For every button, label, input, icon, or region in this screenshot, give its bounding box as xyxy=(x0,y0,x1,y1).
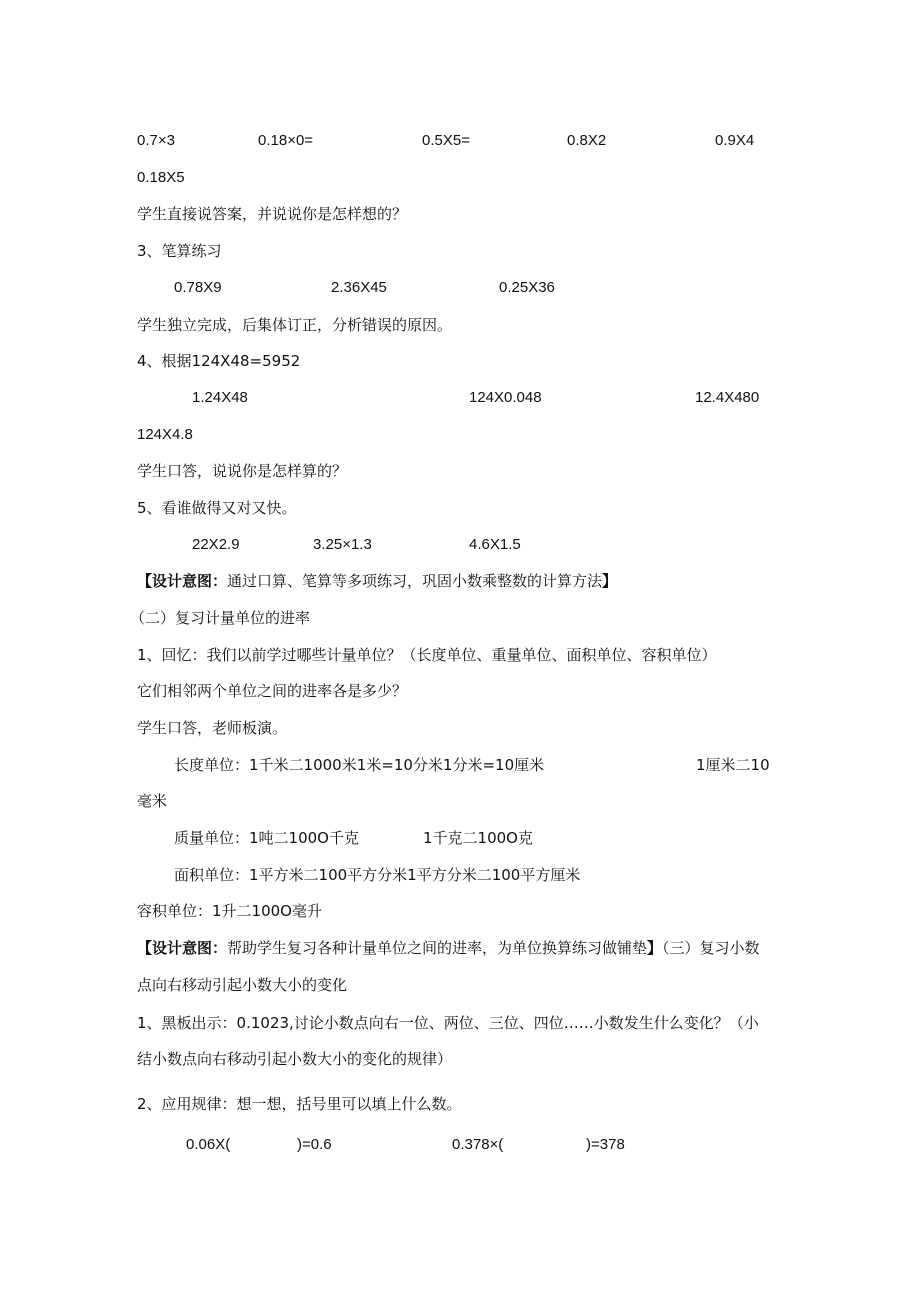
expr: 0.78X9 xyxy=(174,279,222,296)
length-units-cont: 毫米 xyxy=(137,792,168,810)
expr-3: 0.5X5= xyxy=(422,132,470,149)
expr: 124X0.048 xyxy=(469,389,542,406)
length-units-tail: 1厘米二10 xyxy=(696,756,770,774)
section-heading-inline: （三）复习小数 xyxy=(662,939,760,957)
volume-units: 容积单位：1升二100O毫升 xyxy=(137,902,322,920)
expr: 0.25X36 xyxy=(499,279,555,296)
expr: 1.24X48 xyxy=(192,389,248,406)
expr: 12.4X480 xyxy=(695,389,760,406)
expr: 0.378×( xyxy=(452,1136,504,1153)
length-units-row xyxy=(0,755,920,775)
mass-units-2: 1千克二100O克 xyxy=(423,829,533,847)
written-math-row xyxy=(0,278,920,298)
paragraph: 结小数点向右移动引起小数大小的变化的规律） xyxy=(137,1050,453,1068)
paragraph: 学生独立完成，后集体订正，分析错误的原因。 xyxy=(137,316,453,334)
design-intent-close: 】 xyxy=(647,939,663,957)
expr: 2.36X45 xyxy=(331,279,387,296)
paragraph: 学生口答，老师板演。 xyxy=(137,719,288,737)
design-intent-text: 通过口算、笔算等多项练习，巩固小数乘整数的计算方法 xyxy=(227,572,603,590)
design-intent-1 xyxy=(137,571,617,591)
expr: 124X4.8 xyxy=(137,426,193,443)
paragraph: 2、应用规律：想一想，括号里可以填上什么数。 xyxy=(137,1095,462,1113)
speed-math-row xyxy=(0,535,920,555)
expr-4: 0.8X2 xyxy=(567,132,607,149)
expr-5: 0.9X4 xyxy=(715,132,755,149)
expr-2: 0.18×0= xyxy=(258,132,314,149)
section-heading-cont: 点向右移动引起小数大小的变化 xyxy=(137,976,348,994)
expr: 22X2.9 xyxy=(192,536,240,553)
expr: 0.06X( xyxy=(186,1136,231,1153)
derived-math-row xyxy=(0,388,920,408)
fill-blank-row xyxy=(0,1135,920,1155)
paragraph: 学生直接说答案，并说说你是怎样想的？ xyxy=(137,205,408,223)
mass-units-row xyxy=(0,828,920,848)
design-intent-2 xyxy=(137,938,760,958)
expr: )=378 xyxy=(586,1136,625,1153)
section-heading: （二）复习计量单位的进率 xyxy=(130,609,311,627)
design-intent-close: 】 xyxy=(602,572,618,590)
section-heading: 5、看谁做得又对又快。 xyxy=(137,499,297,517)
design-intent-text: 帮助学生复习各种计量单位之间的进率，为单位换算练习做铺垫 xyxy=(227,939,648,957)
design-intent-label: 【设计意图： xyxy=(137,939,228,957)
expr: 4.6X1.5 xyxy=(469,536,521,553)
paragraph: 1、回忆：我们以前学过哪些计量单位？（长度单位、重量单位、面积单位、容积单位） xyxy=(137,646,717,664)
mass-units: 质量单位：1吨二100O千克 xyxy=(174,829,359,847)
paragraph: 它们相邻两个单位之间的进率各是多少？ xyxy=(137,682,408,700)
area-units: 面积单位：1平方米二100平方分米1平方分米二100平方厘米 xyxy=(174,866,581,884)
paragraph: 1、黑板出示：0.1023,讨论小数点向右一位、两位、三位、四位……小数发生什么变化？（小 xyxy=(137,1014,759,1032)
expr-6: 0.18X5 xyxy=(137,169,185,186)
mental-math-row xyxy=(0,131,920,151)
paragraph: 学生口答，说说你是怎样算的？ xyxy=(137,462,348,480)
section-heading: 3、笔算练习 xyxy=(137,242,222,260)
expr-1: 0.7×3 xyxy=(137,132,175,149)
expr: )=0.6 xyxy=(297,1136,332,1153)
expr: 3.25×1.3 xyxy=(313,536,372,553)
length-units: 长度单位：1千米二1000米1米=10分米1分米=10厘米 xyxy=(174,756,545,774)
design-intent-label: 【设计意图： xyxy=(137,572,228,590)
section-heading: 4、根据124X48=5952 xyxy=(137,352,301,370)
